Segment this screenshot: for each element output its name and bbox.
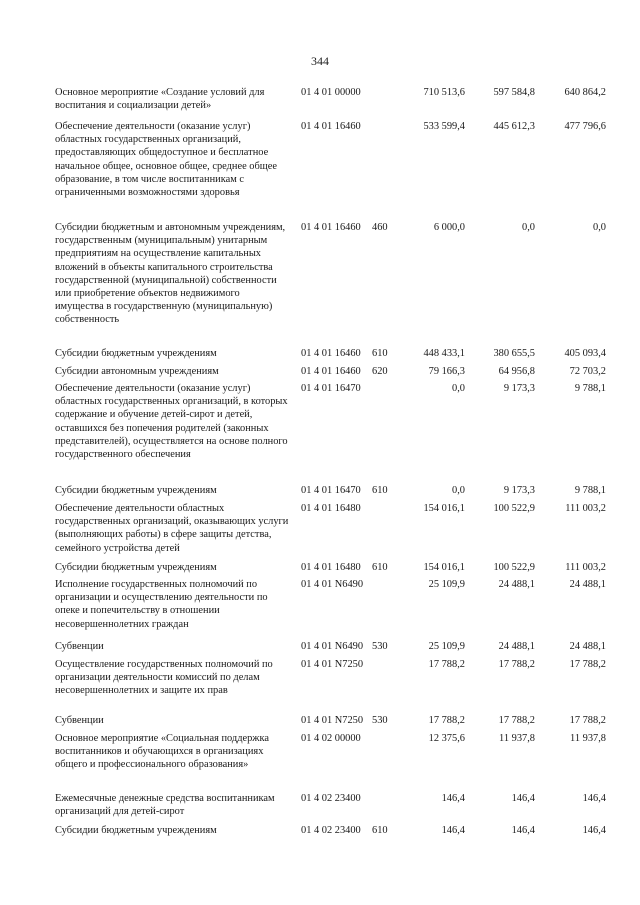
row-value-3: 146,4	[582, 793, 606, 804]
row-value-3: 17 788,2	[569, 659, 606, 670]
row-description: Ежемесячные денежные средства воспитанникам организаций для детей-сирот	[55, 793, 275, 818]
row-code: 01 4 01 00000	[301, 87, 361, 98]
row-value-3: 477 796,6	[564, 121, 606, 132]
row-code: 01 4 01 N7250	[301, 715, 364, 726]
row-description: Субсидии бюджетным учреждениям	[55, 348, 217, 359]
row-code: 01 4 01 N6490	[301, 579, 364, 590]
row-code: 01 4 01 16460	[301, 366, 361, 377]
row-value-3: 640 864,2	[564, 87, 606, 98]
row-description: Обеспечение деятельности (оказание услуг) областных государственных организаций, в которых содержание и обучение детей-сирот и детей, оставшихся без попечения родителей (законных представителей), осуществляется на основе полного государственного обеспечения	[55, 383, 288, 461]
row-value-2: 9 173,3	[503, 383, 535, 394]
row-code: 01 4 01 16460	[301, 121, 361, 132]
row-value-3: 24 488,1	[569, 641, 606, 652]
row-value-3: 17 788,2	[569, 715, 606, 726]
row-value-2: 24 488,1	[498, 579, 535, 590]
row-value-3: 24 488,1	[569, 579, 606, 590]
row-value-2: 597 584,8	[493, 87, 535, 98]
row-description: Субсидии автономным учреждениям	[55, 366, 219, 377]
row-value-3: 111 003,2	[565, 503, 606, 514]
row-value-2: 100 522,9	[493, 562, 535, 573]
row-code: 01 4 01 N6490	[301, 641, 364, 652]
row-expense-type: 610	[372, 562, 388, 573]
page-number: 344	[311, 54, 329, 68]
row-expense-type: 530	[372, 641, 388, 652]
row-expense-type: 610	[372, 825, 388, 836]
row-code: 01 4 02 23400	[301, 793, 361, 804]
row-expense-type: 610	[372, 485, 388, 496]
row-code: 01 4 02 00000	[301, 733, 361, 744]
row-value-3: 11 937,8	[570, 733, 606, 744]
row-description: Субсидии бюджетным учреждениям	[55, 825, 217, 836]
row-value-1: 154 016,1	[423, 503, 465, 514]
row-value-1: 710 513,6	[423, 87, 465, 98]
row-value-1: 17 788,2	[428, 715, 465, 726]
row-value-2: 17 788,2	[498, 659, 535, 670]
row-value-2: 445 612,3	[493, 121, 535, 132]
row-value-2: 64 956,8	[498, 366, 535, 377]
row-value-1: 6 000,0	[433, 222, 465, 233]
row-value-2: 146,4	[511, 793, 535, 804]
row-value-3: 72 703,2	[569, 366, 606, 377]
row-value-2: 17 788,2	[498, 715, 535, 726]
row-code: 01 4 01 16460	[301, 222, 361, 233]
row-code: 01 4 01 16480	[301, 562, 361, 573]
row-value-2: 24 488,1	[498, 641, 535, 652]
row-code: 01 4 02 23400	[301, 825, 361, 836]
row-value-1: 25 109,9	[428, 579, 465, 590]
row-code: 01 4 01 16480	[301, 503, 361, 514]
row-value-1: 79 166,3	[428, 366, 465, 377]
row-value-1: 0,0	[452, 383, 465, 394]
row-description: Субвенции	[55, 715, 104, 726]
row-value-3: 405 093,4	[564, 348, 606, 359]
row-value-1: 146,4	[441, 793, 465, 804]
row-description: Основное мероприятие «Создание условий для воспитания и социализации детей»	[55, 87, 265, 112]
row-expense-type: 620	[372, 366, 388, 377]
row-description: Осуществление государственных полномочий по организации деятельности комиссий по делам несовершеннолетних и защите их прав	[55, 659, 273, 697]
row-value-2: 0,0	[522, 222, 535, 233]
row-value-3: 146,4	[582, 825, 606, 836]
row-value-2: 380 655,5	[493, 348, 535, 359]
row-description: Субсидии бюджетным учреждениям	[55, 562, 217, 573]
row-description: Обеспечение деятельности областных государственных организаций, оказывающих услуги (выполняющих работы) в сфере защиты детства, семейного устройства детей	[55, 503, 289, 554]
row-value-3: 111 003,2	[565, 562, 606, 573]
row-code: 01 4 01 16470	[301, 485, 361, 496]
row-value-1: 533 599,4	[423, 121, 465, 132]
row-code: 01 4 01 N7250	[301, 659, 364, 670]
row-value-3: 9 788,1	[574, 485, 606, 496]
row-value-1: 17 788,2	[428, 659, 465, 670]
row-value-1: 12 375,6	[428, 733, 465, 744]
row-value-2: 146,4	[511, 825, 535, 836]
row-value-1: 154 016,1	[423, 562, 465, 573]
row-value-3: 9 788,1	[574, 383, 606, 394]
row-value-1: 448 433,1	[423, 348, 465, 359]
row-value-2: 9 173,3	[503, 485, 535, 496]
row-expense-type: 610	[372, 348, 388, 359]
row-value-1: 0,0	[452, 485, 465, 496]
row-description: Субсидии бюджетным и автономным учреждениям, государственным (муниципальным) унитарным предприятиям на осуществление капитальных вложений в объекты капитального строительства государственной (муниципальной) собственности или приобретение объектов недвижимого имущества в государственную (муниципальную) собственность	[55, 222, 286, 326]
row-value-2: 100 522,9	[493, 503, 535, 514]
row-code: 01 4 01 16470	[301, 383, 361, 394]
row-description: Субсидии бюджетным учреждениям	[55, 485, 217, 496]
row-value-3: 0,0	[593, 222, 606, 233]
row-description: Субвенции	[55, 641, 104, 652]
row-description: Обеспечение деятельности (оказание услуг) областных государственных организаций, предоставляющих общедоступное и бесплатное начальное общее, основное общее, среднее общее образование, в том числе воспитанникам с ограниченными возможностями здоровья	[55, 121, 277, 199]
row-value-1: 25 109,9	[428, 641, 465, 652]
row-code: 01 4 01 16460	[301, 348, 361, 359]
row-expense-type: 530	[372, 715, 388, 726]
row-description: Основное мероприятие «Социальная поддержка воспитанников и обучающихся в организациях общего и профессионального образования»	[55, 733, 269, 771]
row-value-1: 146,4	[441, 825, 465, 836]
row-expense-type: 460	[372, 222, 388, 233]
row-value-2: 11 937,8	[499, 733, 535, 744]
row-description: Исполнение государственных полномочий по организации и осуществлению деятельности по опеке и попечительству в отношении несовершеннолетних граждан	[55, 579, 268, 630]
